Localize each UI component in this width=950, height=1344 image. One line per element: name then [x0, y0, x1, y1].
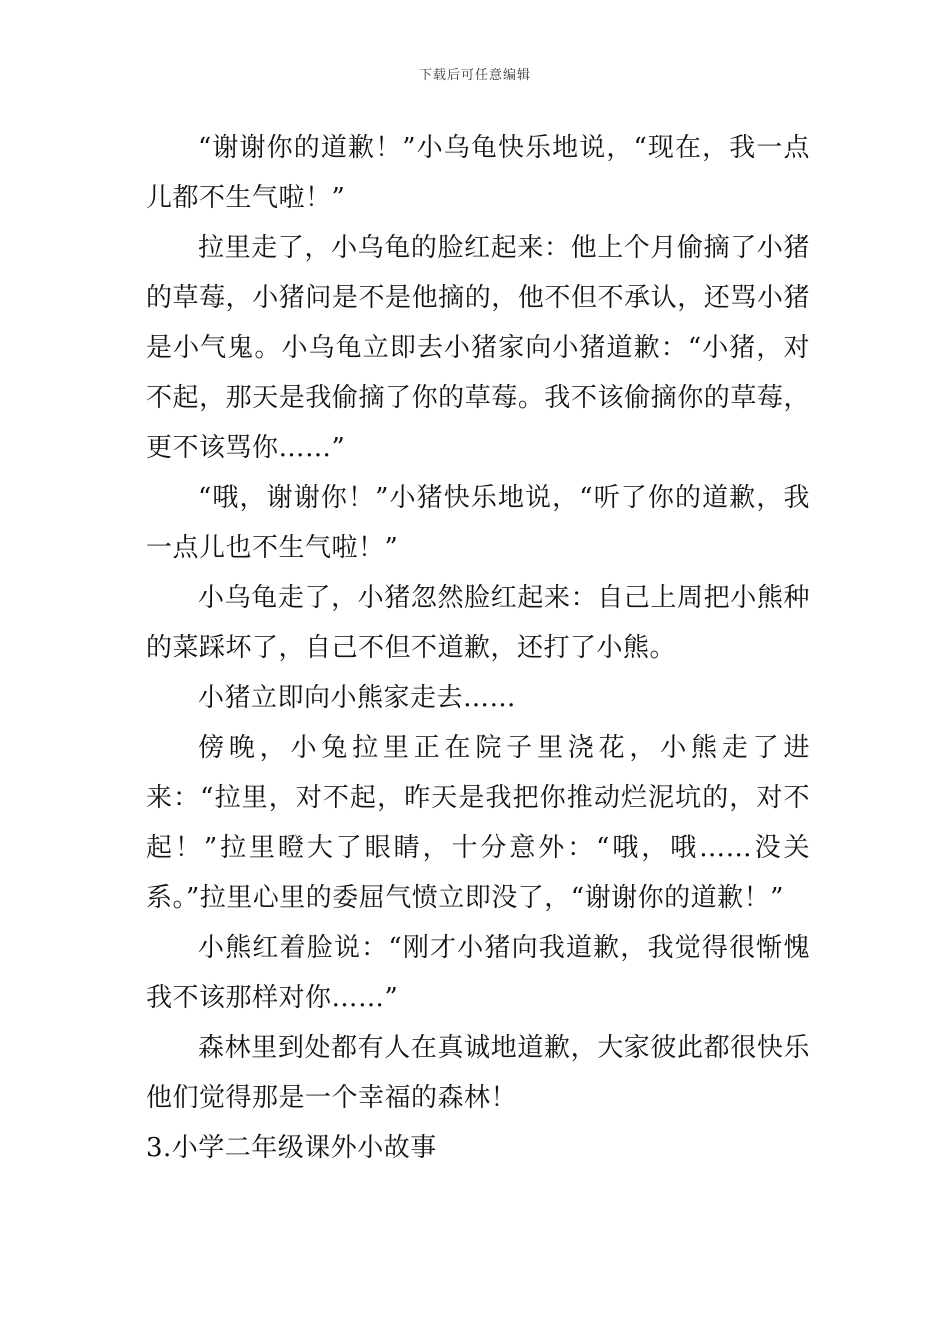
- paragraph-5: 小猪立即向小熊家走去……: [198, 683, 517, 713]
- paragraph-1: “谢谢你的道歉！”小乌龟快乐地说，“现在，我一点儿都不生气啦！”: [146, 133, 810, 213]
- paragraph-4: 小乌龟走了，小猪忽然脸红起来：自己上周把小熊种的菜踩坏了，自己不但不道歉，还打了小熊。: [146, 583, 810, 663]
- document-body: [146, 123, 810, 1173]
- section-heading: 3.小学二年级课外小故事: [146, 1133, 437, 1163]
- page-header-note: 下载后可任意编辑: [418, 68, 531, 83]
- paragraph-3: “哦，谢谢你！”小猪快乐地说，“听了你的道歉，我一点儿也不生气啦！”: [146, 483, 810, 563]
- paragraph-6: 傍晚，小兔拉里正在院子里浇花，小熊走了进来：“拉里，对不起，昨天是我把你推动烂泥坑的，对不起！”拉里瞪大了眼睛，十分意外：“哦，哦……没关系。”拉里心里的委屈气愤立即没了，“谢谢你的道歉！”: [146, 733, 810, 913]
- paragraph-7: 小熊红着脸说：“刚才小猪向我道歉，我觉得很惭愧我不该那样对你……”: [146, 933, 810, 1013]
- paragraph-2: 拉里走了，小乌龟的脸红起来：他上个月偷摘了小猪的草莓，小猪问是不是他摘的，他不但不承认，还骂小猪是小气鬼。小乌龟立即去小猪家向小猪道歉：“小猪，对不起，那天是我偷摘了你的草莓。我不该偷摘你的草莓，更不该骂你……”: [146, 233, 810, 463]
- paragraph-8: 森林里到处都有人在真诚地道歉，大家彼此都很快乐他们觉得那是一个幸福的森林！: [146, 1033, 810, 1113]
